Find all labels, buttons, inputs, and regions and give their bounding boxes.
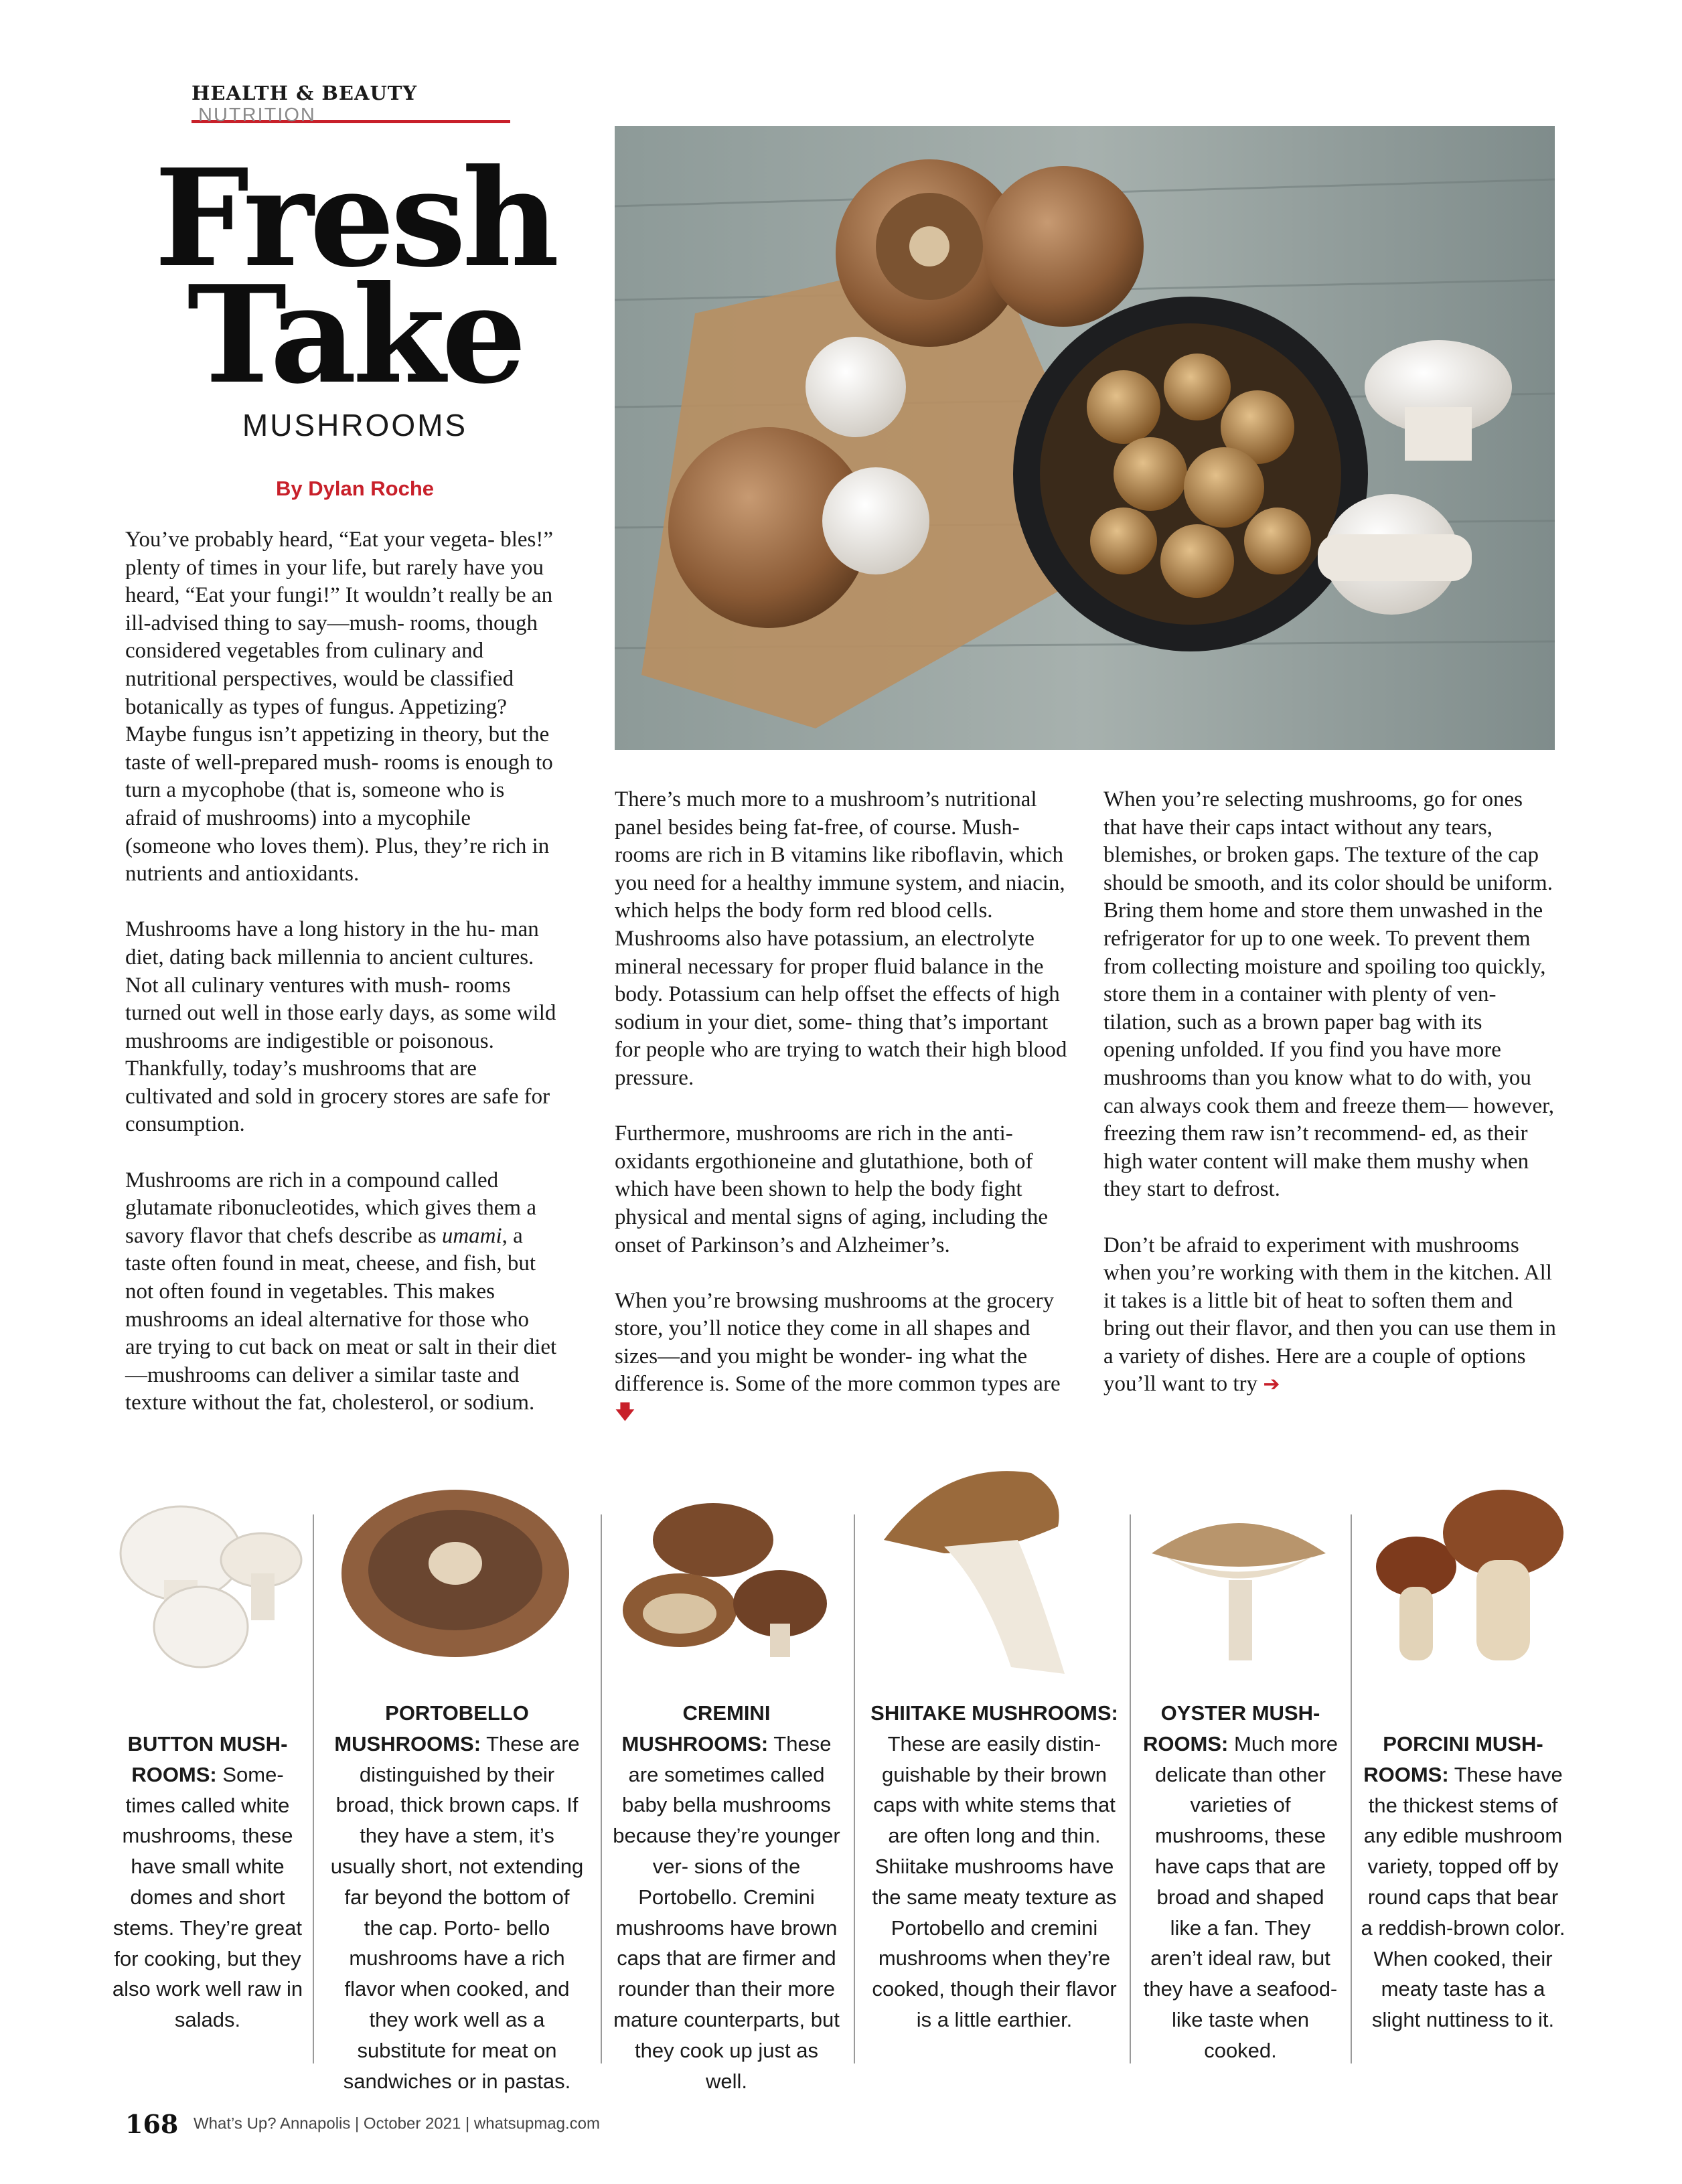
button-mushroom-image bbox=[107, 1486, 308, 1687]
type-label: SHIITAKE MUSHROOMS: bbox=[870, 1701, 1118, 1725]
cremini-mushroom-image bbox=[606, 1493, 847, 1694]
paragraph-text: When you’re browsing mushrooms at the grocery store, you’ll notice they come in all shapes and sizes—and you might be wonder- ing what the difference is. Some of the more common types are bbox=[615, 1288, 1061, 1397]
subsection-label: NUTRITION bbox=[198, 104, 316, 126]
paragraph-text: Mushrooms are rich in a compound called glutamate ribonucleotides, which gives them a savory flavor that chefs describe as bbox=[125, 1168, 536, 1248]
type-description: These have the thickest stems of any edible mushroom variety, topped off by round caps that bear a reddish-brown color. When cooked, their meaty taste has a slight nuttiness to it. bbox=[1361, 1762, 1565, 2032]
arrow-down-icon: 🡇 bbox=[615, 1401, 635, 1425]
title-line-2: Take bbox=[187, 256, 523, 414]
section-header bbox=[192, 82, 510, 126]
paragraph bbox=[615, 1288, 1070, 1427]
divider bbox=[854, 1514, 855, 2063]
portobello-mushroom-caption bbox=[328, 1698, 586, 2096]
page-number: 168 bbox=[125, 2109, 179, 2139]
type-description: Much more delicate than other varieties of mushrooms, these have caps that are broad and shaped like a fan. They aren’t ideal raw, but they have a seafood-like taste when cooked. bbox=[1143, 1731, 1339, 2062]
divider bbox=[313, 1514, 314, 2063]
oyster-mushroom-image bbox=[1138, 1493, 1339, 1681]
hero-photo bbox=[615, 126, 1555, 750]
divider bbox=[1351, 1514, 1352, 2063]
divider bbox=[1130, 1514, 1131, 2063]
byline: By Dylan Roche bbox=[275, 477, 434, 500]
button-mushroom-caption bbox=[104, 1729, 311, 2035]
porcini-mushroom-caption bbox=[1359, 1729, 1567, 2035]
type-label: CREMINI MUSHROOMS: bbox=[621, 1701, 771, 1756]
type-description: These are distinguished by their broad, thick brown caps. If they have a stem, it’s usually short, not extending far beyond the bottom of the cap. Porto- bello mushrooms have a rich flavor when cooked, and they work well as a substitute for meat on sandwiches or in pastas. bbox=[330, 1731, 584, 2093]
paragraph-text: Don’t be afraid to experiment with mushrooms when you’re working with them in the kitchen. All it takes is a little bit of heat to soften them and bring out their flavor, and then you can use them in a variety of dishes. Here are a couple of options you’ll want to try bbox=[1103, 1233, 1556, 1397]
body-column-1 bbox=[125, 526, 560, 1417]
body-column-2 bbox=[615, 786, 1070, 1427]
oyster-mushroom-caption bbox=[1142, 1698, 1339, 2066]
paragraph-text: , a taste often found in meat, cheese, and fish, but not often found in vegetables. This makes mushrooms an ideal alternative for those who are trying to cut back on meat or salt in their diet—mushrooms can deliver a similar taste and texture without the fat, cholesterol, or sodium. bbox=[125, 1223, 557, 1415]
body-column-3 bbox=[1103, 786, 1559, 1399]
type-description: These are easily distin- guishable by their brown caps with white stems that are often long and thin. Shiitake mushrooms have the same meaty texture as Portobello and cremini mushrooms when they’re cooked, though their flavor is a little earthier. bbox=[872, 1731, 1117, 2031]
cremini-mushroom-caption bbox=[613, 1698, 840, 2096]
porcini-mushroom-image bbox=[1356, 1486, 1570, 1687]
divider bbox=[601, 1514, 602, 2063]
title-line-1: Fresh bbox=[154, 140, 556, 297]
paragraph: Mushrooms have a long history in the hu- man diet, dating back millennia to ancient cultures. Not all culinary ventures with mush- rooms turned out well in those early days, as some wild mushrooms are indigestible or poisonous. Thankfully, today’s mushrooms that are cultivated and sold in grocery stores are safe for consumption. bbox=[125, 917, 556, 1137]
portobello-mushroom-image bbox=[335, 1486, 576, 1687]
umami-emphasis: umami bbox=[441, 1223, 502, 1248]
type-description: Some- times called white mushrooms, these have small white domes and short stems. They’re great for cooking, but they also work well raw in salads. bbox=[112, 1762, 303, 2032]
type-label: PORTOBELLO MUSHROOMS: bbox=[334, 1701, 529, 1756]
paragraph bbox=[1103, 1232, 1559, 1399]
arrow-right-icon: ➔ bbox=[1263, 1373, 1280, 1397]
paragraph bbox=[125, 1167, 560, 1417]
paragraph: Furthermore, mushrooms are rich in the anti- oxidants ergothioneine and glutathione, both of which have been shown to help the body fight physical and mental signs of aging, including the onset of Parkinson’s and Alzheimer’s. bbox=[615, 1121, 1049, 1257]
type-label: BUTTON MUSH- ROOMS: bbox=[127, 1732, 288, 1786]
shiitake-mushroom-caption bbox=[870, 1698, 1118, 2035]
type-label: OYSTER MUSH- ROOMS: bbox=[1142, 1701, 1320, 1756]
mushroom-bowl-illustration bbox=[615, 126, 1555, 750]
shiitake-mushroom-image bbox=[864, 1453, 1118, 1681]
paragraph: You’ve probably heard, “Eat your vegeta- bles!” plenty of times in your life, but rarely have you heard, “Eat your fungi!” It wouldn’t really be an ill-advised thing to say—mush- rooms, though considered vegetables from culinary and nutritional perspectives, would be classified botanically as types of fungus. Appetizing? Maybe fungus isn’t appetizing in theory, but the taste of well-prepared mush- rooms is enough to turn a mycophobe (that is, someone who is afraid of mushrooms) into a mycophile (someone who loves them). Plus, they’re rich in nutrients and antioxidants. bbox=[125, 528, 554, 886]
type-description: These are sometimes called baby bella mushrooms because they’re younger ver- sions of the Portobello. Cremini mushrooms have brown caps that are firmer and rounder than their more mature counterparts, but they cook up just as well. bbox=[613, 1731, 840, 2093]
page-footer bbox=[125, 2109, 600, 2139]
article-title bbox=[127, 140, 583, 414]
publication-info: What’s Up? Annapolis | October 2021 | whatsupmag.com bbox=[194, 2114, 601, 2133]
article-subtitle: MUSHROOMS bbox=[242, 408, 468, 443]
type-label: PORCINI MUSH- ROOMS: bbox=[1363, 1732, 1543, 1786]
paragraph: When you’re selecting mushrooms, go for ones that have their caps intact without any tears, blemishes, or broken gaps. The texture of the cap should be smooth, and its color should be uniform. Bring them home and store them unwashed in the refrigerator for up to one week. To prevent them from collecting moisture and spoiling too quickly, store them in a container with plenty of ven- tilation, such as a brown paper bag with its opening unfolded. If you find you have more mushrooms than you know what to do with, you can always cook them and freeze them— however, freezing them raw isn’t recommend- ed, as their high water content will make them mushy when they start to defrost. bbox=[1103, 787, 1555, 1202]
section-label: HEALTH & BEAUTY bbox=[192, 82, 418, 104]
paragraph: There’s much more to a mushroom’s nutritional panel besides being fat-free, of course. Mush- rooms are rich in B vitamins like riboflavin, which you need for a healthy immune system, and niacin, which helps the body form red blood cells. Mushrooms also have potassium, an electrolyte mineral necessary for proper fluid balance in the body. Potassium can help offset the effects of high sodium in your diet, some- thing that’s important for people who are trying to watch their high blood pressure. bbox=[615, 787, 1067, 1090]
